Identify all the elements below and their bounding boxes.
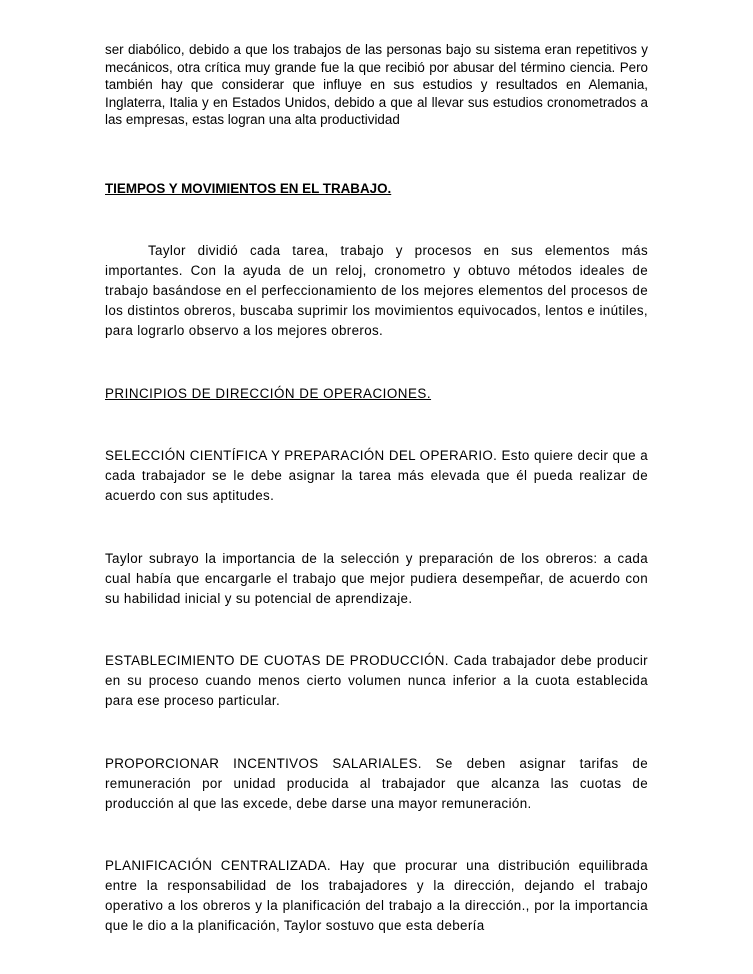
planificacion-paragraph: PLANIFICACIÓN CENTRALIZADA. Hay que procurar una distribución equilibrada entre la responsabilidad de los trabajadores y la dirección, dejando el trabajo operativo a los obreros y la planificación del trabajo a la dirección., por la importancia que le dio a la planificación, Taylor sostuvo que esta debería <box>105 858 648 933</box>
taylor-paragraph <box>105 241 648 341</box>
seleccion-paragraph: SELECCIÓN CIENTÍFICA Y PREPARACIÓN DEL OPERARIO. Esto quiere decir que a cada trabajador se le debe asignar la tarea más elevada que él pueda realizar de acuerdo con sus aptitudes. <box>105 448 648 503</box>
intro-paragraph: ser diabólico, debido a que los trabajos de las personas bajo su sistema eran repetitivos y mecánicos, otra crítica muy grande fue la que recibió por abusar del término ciencia. Pero también hay que considerar que influye en sus estudios y resultados en Alemania, Inglaterra, Italia y en Estados Unidos, debido a que al llevar sus estudios cronometrados a las empresas, estas logran una alta productividad <box>105 42 648 127</box>
taylor-paragraph-text: Taylor dividió cada tarea, trabajo y procesos en sus elementos más importantes. Con la ayuda de un reloj, cronometro y obtuvo métodos ideales de trabajo basándose en el perfeccionamiento de los mejores elementos del procesos de los distintos obreros, buscaba suprimir los movimientos equivocados, lentos e inútiles, para lograrlo observo a los mejores obreros. <box>105 243 648 338</box>
heading-tiempos-movimientos: TIEMPOS Y MOVIMIENTOS EN EL TRABAJO. <box>105 181 392 196</box>
heading-principios-direccion: PRINCIPIOS DE DIRECCIÓN DE OPERACIONES. <box>105 386 432 401</box>
cuotas-paragraph: ESTABLECIMIENTO DE CUOTAS DE PRODUCCIÓN. Cada trabajador debe producir en su proceso cuando menos cierto volumen nunca inferior a la cuota establecida para ese proceso particular. <box>105 653 648 708</box>
subrayo-paragraph: Taylor subrayo la importancia de la selección y preparación de los obreros: a cada cual había que encargarle el trabajo que mejor pudiera desempeñar, de acuerdo con su habilidad inicial y su potencial de aprendizaje. <box>105 551 648 606</box>
incentivos-paragraph: PROPORCIONAR INCENTIVOS SALARIALES. Se deben asignar tarifas de remuneración por unidad producida al trabajador que alcanza las cuotas de producción al que las excede, debe darse una mayor remuneración. <box>105 756 648 811</box>
